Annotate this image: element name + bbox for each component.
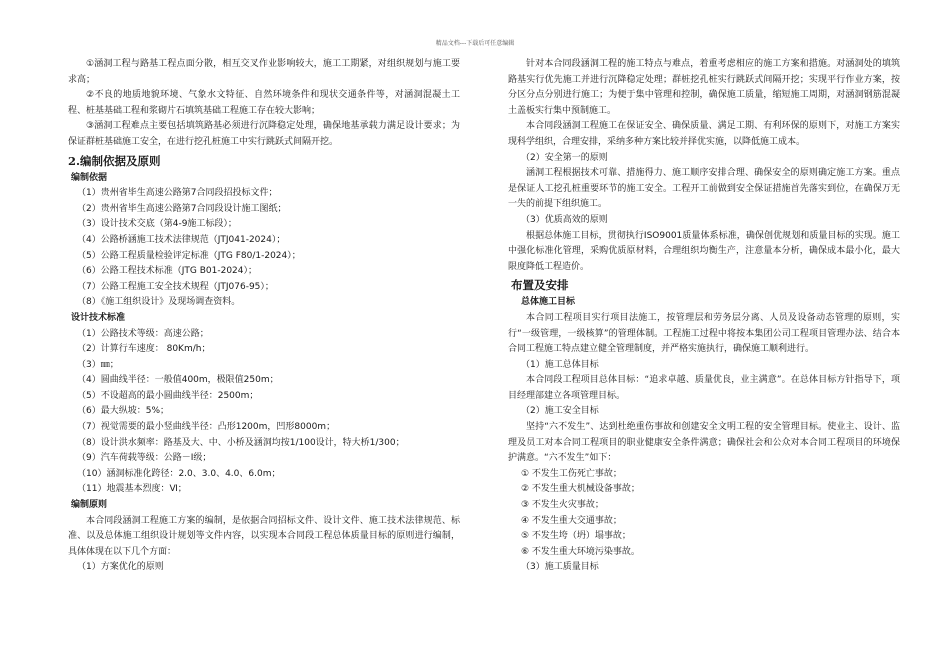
goal-item-2: （2）施工安全目标 bbox=[521, 406, 599, 417]
difficulty-paragraph-1: ①涵洞工程与路基工程点面分散，相互交叉作业影响较大，施工工期紧，对组织规划与施工要求高； bbox=[68, 59, 460, 85]
basis-item: （2）贵州省毕生高速公路第7合同段设计施工图纸； bbox=[77, 203, 287, 214]
standard-item: （4）圆曲线半径：一般值400m，极限值250m； bbox=[77, 375, 279, 386]
cost-paragraph: 本合同段涵洞工程施工在保证安全、确保质量、满足工期、有利环保的原则下，对施工方案实现科学组织，合理安排，采纳多种方案比较并择优实施，以降低施工成本。 bbox=[508, 121, 900, 147]
basis-item: （1）贵州省毕生高速公路第7合同段招投标文件； bbox=[77, 188, 278, 199]
section-heading-basis-principles: 2.编制依据及原则 bbox=[68, 153, 161, 168]
six-no-item: ② 不发生重大机械设备事故； bbox=[521, 484, 640, 495]
standard-item: （10）涵洞标准化跨径：2.0、3.0、4.0、6.0m； bbox=[77, 468, 281, 479]
principle-item-2: （2）安全第一的原则 bbox=[521, 152, 608, 163]
left-column bbox=[68, 57, 460, 576]
six-no-item: ① 不发生工伤死亡事故； bbox=[521, 468, 622, 479]
standard-item: （11）地震基本烈度：Ⅵ； bbox=[77, 484, 187, 495]
standard-item: （8）设计洪水频率：路基及大、中、小桥及涵洞均按1/100设计，特大桥1/300； bbox=[77, 437, 405, 448]
section-heading-layout: 布置及安排 bbox=[511, 278, 569, 293]
subheading-compilation-basis: 编制依据 bbox=[71, 172, 108, 183]
basis-item: （3）设计技术交底（第4-9施工标段）； bbox=[77, 219, 237, 230]
basis-item: （8）《施工组织设计》及现场调查资料。 bbox=[77, 297, 241, 308]
safety-goal-paragraph: 坚持“六不发生”、达到杜绝重伤事故和创建安全文明工程的安全管理目标。使业主、设计、监理及员工对本合同工程项目的职业健康安全条件满意；确保社会和公众对本合同工程项目的环境保护满意。“六不发生”如下： bbox=[508, 422, 900, 464]
standard-item: （3）㎜； bbox=[77, 359, 119, 370]
six-no-item: ③ 不发生火灾事故； bbox=[521, 500, 604, 511]
subheading-compilation-principles: 编制原则 bbox=[71, 500, 108, 511]
standard-item: （9）汽车荷载等级：公路－Ⅰ级； bbox=[77, 453, 212, 464]
page-header: 精品文档---下载后可任意编辑 bbox=[435, 40, 515, 47]
basis-item: （4）公路桥涵施工技术法律规范（JTJ041-2024）； bbox=[77, 234, 286, 245]
six-no-item: ⑤ 不发生垮（坍）塌事故； bbox=[521, 531, 631, 542]
subheading-overall-goals: 总体施工目标 bbox=[521, 297, 576, 308]
principle-item-1: （1）方案优化的原则 bbox=[77, 562, 164, 573]
basis-item: （5）公路工程质量检验评定标准（JTG F80/1-2024）； bbox=[77, 250, 301, 261]
six-no-item: ⑥ 不发生重大环境污染事故。 bbox=[521, 546, 640, 557]
six-no-item: ④ 不发生重大交通事故； bbox=[521, 515, 622, 526]
standard-item: （1）公路技术等级：高速公路； bbox=[77, 328, 209, 339]
principle-item-3: （3）优质高效的原则 bbox=[521, 214, 608, 225]
overall-goal-paragraph: 本合同段工程项目总体目标：“追求卓越、质量优良，业主满意”。在总体目标方针指导下，项目经理部建立各项管理目标。 bbox=[508, 375, 900, 401]
goal-item-1: （1）施工总体目标 bbox=[521, 359, 599, 370]
goal-item-3: （3）施工质量目标 bbox=[521, 562, 599, 573]
standard-item: （2）计算行车速度： 80Km/h； bbox=[77, 344, 211, 355]
plan-optimization-paragraph: 针对本合同段涵洞工程的施工特点与难点，着重考虑相应的施工方案和措施。对涵洞处的填筑路基实行优先施工并进行沉降稳定处理；群桩挖孔桩实行跳跃式间隔开挖；实现平行作业方案，按分区分点分别进行施工；为便于集中管理和控制，确保施工质量，缩短施工周期，对涵洞钢筋混凝土盖板实行集中预制施工。 bbox=[508, 59, 900, 116]
difficulty-paragraph-3: ③涵洞工程难点主要包括填筑路基必须进行沉降稳定处理，确保地基承载力满足设计要求；为保证群桩基础施工安全，在进行挖孔桩施工中实行跳跃式间隔开挖。 bbox=[68, 121, 460, 147]
principles-paragraph: 本合同段涵洞工程施工方案的编制，是依据合同招标文件、设计文件、施工技术法律规范、标准、以及总体施工组织设计规划等文件内容，以实现本合同段工程总体质量目标的原则进行编制，具体体现在以下几个方面： bbox=[68, 515, 460, 557]
safety-paragraph: 涵洞工程根据技术可靠、措施得力、施工顺序安排合理、确保安全的原则确定施工方案。重点是保证人工挖孔桩重要环节的施工安全。工程开工前做到安全保证措施首先落实到位，在确保万无一失的前提下组织施工。 bbox=[508, 168, 900, 210]
standard-item: （7）视觉需要的最小竖曲线半径：凸形1200m，凹形8000m； bbox=[77, 422, 336, 433]
subheading-design-standards: 设计技术标准 bbox=[71, 312, 126, 323]
quality-efficiency-paragraph: 根据总体施工目标，贯彻执行ISO9001质量体系标准，确保创优规划和质量目标的实现。施工中强化标准化管理，采购优质原材料，合理组织均衡生产，注意量本分析，确保成本最小化，最大限度降低工程造价。 bbox=[508, 230, 900, 272]
basis-item: （7）公路工程施工安全技术规程（JTJ076-95）； bbox=[77, 281, 274, 292]
right-column bbox=[508, 57, 900, 576]
difficulty-paragraph-2: ②不良的地质地貌环境、气象水文特征、自然环境条件和现状交通条件等，对涵洞混凝土工程、桩基基础工程和浆砌片石填筑基础工程施工存在较大影响； bbox=[68, 90, 460, 116]
management-paragraph: 本合同工程项目实行项目法施工，按管理层和劳务层分离、人员及设备动态管理的原则，实行“一级管理，一级核算”的管理体制。工程施工过程中将按本集团公司工程项目管理办法、结合本合同工程施工特点建立健全管理制度，并严格实施执行，确保施工顺利进行。 bbox=[508, 312, 900, 355]
standard-item: （5）不设超高的最小圆曲线半径：2500m； bbox=[77, 390, 259, 401]
standard-item: （6）最大纵坡：5%； bbox=[77, 406, 170, 417]
basis-item: （6）公路工程技术标准（JTG B01-2024）； bbox=[77, 266, 257, 277]
